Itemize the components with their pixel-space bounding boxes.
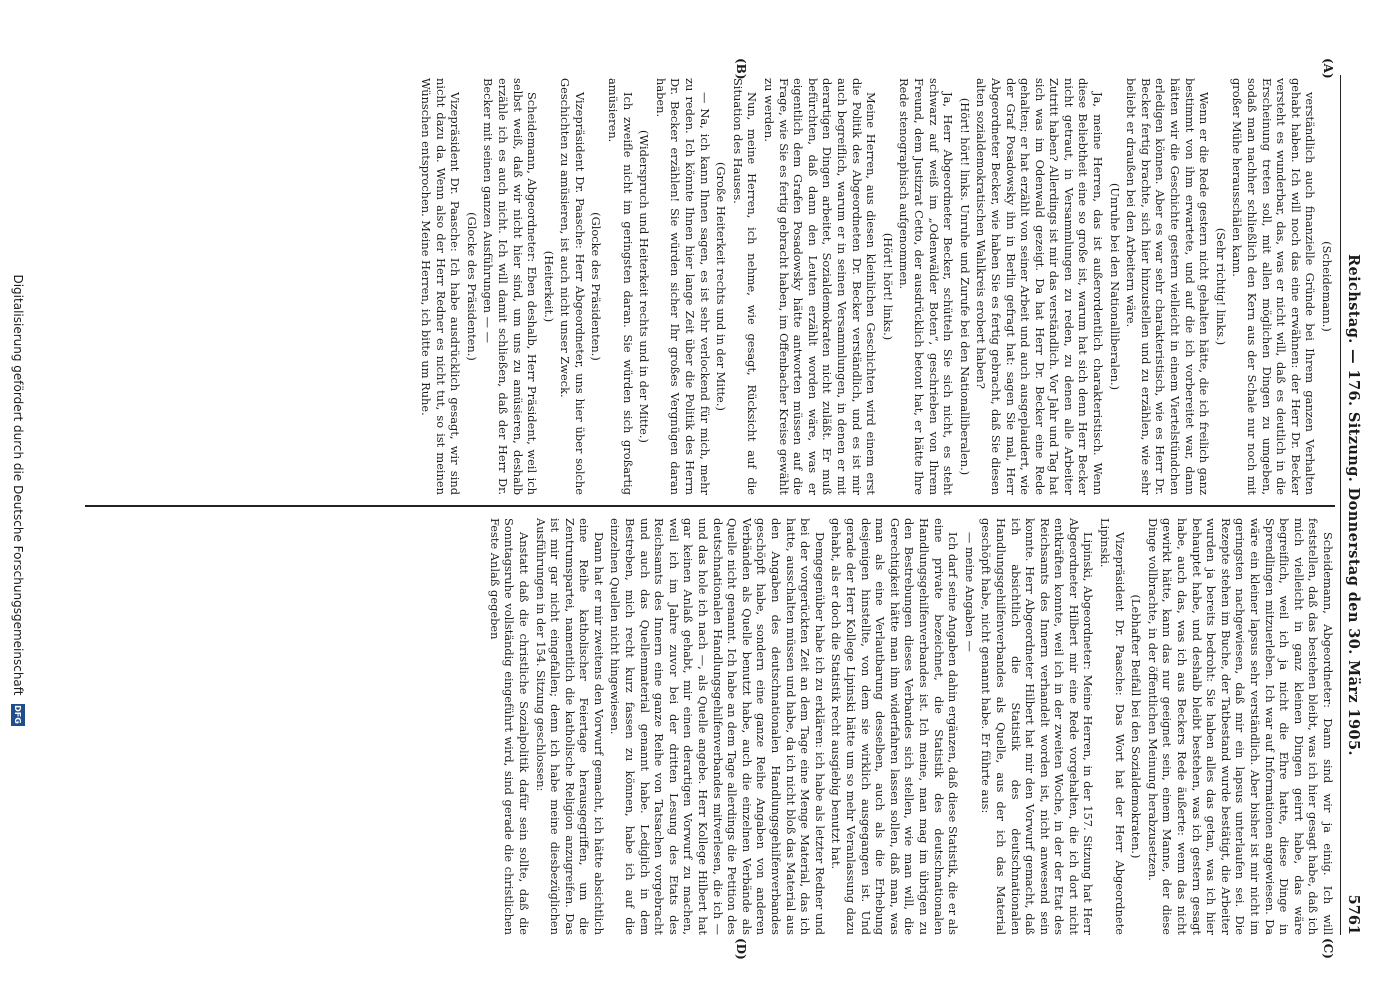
paragraph: Meine Herren, aus diesen kleinlichen Geschichten wird einem erst die Politik des Abgeordneten Dr. Becker verständlich, und es ist mir auch begreiflich, warum er in seinen Versammlungen, in denen er mit derartigen Dingen arbeitet, Sozialdemokraten nicht zuläßt. Er muß befürchten, daß dann den Leuten erzählt worden wäre, was er eigentlich dem Grafen Posadowsky hätte antworten müssen auf die Frage, wie Sie es fertig gebracht haben, im Offenbacher Kreise gewählt zu werden. (762, 78, 879, 495)
paragraph: Scheidemann, Abgeordneter: Dann sind wir ja einig. Ich will feststellen, daß das bestehen bleibt, was ich hier gesagt habe, daß ich mich vielleicht in ganz kleinen Dingen geirrt habe, das wäre begreiflich, weil ich ja nicht die Ehre hatte, diese Dinge in Sprendlingen mitzuerleben. Ich war auf Informationen angewiesen. Da wäre ein kleiner lapsus sehr verständlich. Aber bisher ist mir nicht im geringsten nachgewiesen, daß mir ein lapsus unterlaufen sei. Die Rezepte stehen im Buche, der Tatbestand wurde bestätigt, die Arbeiter wurden ja bereits bedroht: Sie haben alles das getan, was ich hier behauptet habe, und deshalb bleibt bestehen, was ich gestern gesagt habe, auch das, was ich aus Beckers Rede äußerte: wenn das nicht gewirkt hätte, kann das nur geeignet sein, einem Manne, der diese Dinge vollbrachte, in der öffentlichen Meinung herabzusetzen. (1145, 518, 1335, 935)
paragraph: — Na, ich kann Ihnen sagen, es ist sehr verlockend für mich, mehr zu reden. Ich könnte Ihnen hier lange Zeit über die Politik des Herrn Dr. Becker erzählen! Sie würden sicher Ihr großes Vergnügen daran haben. (653, 78, 712, 495)
paragraph: Vizepräsident Dr. Paasche: Herr Abgeordneter, uns hier über solche Geschichten zu amüsieren, ist auch nicht unser Zweck. (558, 78, 587, 495)
stage-direction: (Widerspruch und Heiterkeit rechts und in der Mitte.) (637, 130, 652, 443)
margin-marker-a: (A) (1321, 58, 1335, 79)
stage-direction: (Heiterkeit.) (541, 250, 556, 323)
page-footer (5, 0, 31, 1000)
footer-credit: Digitalisierung gefördert durch die Deutsche Forschungsgemeinschaft (11, 274, 25, 696)
paragraph: Ich zweifle nicht im geringsten daran. Sie würden sich großartig amüsieren. (606, 78, 635, 495)
paragraph: Anstatt daß die christliche Sozialpolitik dafür sein sollte, daß die Sonntagsruhe vollständig eingeführt wird, sind gerade die christlichen Feste Anlaß gegeben (487, 518, 531, 935)
margin-marker-c: (C) (1321, 938, 1335, 959)
stage-direction: (Unruhe bei den Nationalliberalen.) (1107, 182, 1122, 391)
running-head: Reichstag. — 176. Sitzung. Donnerstag den 30. März 1905. (1345, 254, 1363, 756)
paragraph: Dann hat er mir zweitens den Vorwurf gemacht, ich hätte absichtlich eine Reihe katholischer Feiertage herausgegriffen, um die Zentrumspartei, namentlich die katholische Religion anzugreifen. Das ist mir gar nicht eingefallen; denn ich habe meine diesbezüglichen Ausführungen in der 154. Sitzung geschlossen: (533, 518, 606, 935)
left-text-column (85, 78, 1335, 495)
paragraph: Vizepräsident Dr. Paasche: Ich habe ausdrücklich gesagt, wir sind nicht dazu da. Wenn also der Herr Redner es nicht tut, so ist meinen Wünschen entsprochen. Meine Herren, ich bitte um Ruhe. (418, 78, 463, 495)
stage-direction: (Glocke des Präsidenten.) (589, 212, 604, 361)
column-divider (85, 505, 1335, 507)
stage-direction: (Scheidemann.) (1320, 241, 1334, 332)
paragraph: Lipinski, Abgeordneter: Meine Herren, in der 157. Sitzung hat Herr Abgeordneter Hilbert mir eine Rede vorgehalten, die ich dort nicht entkräften konnte, weil ich in der zweiten Woche, in der der Etat des Reichsamts des Innern verhandelt worden ist, nicht anwesend sein konnte. Herr Abgeordneter Hilbert hat mir den Vorwurf gemacht, daß ich absichtlich die Statistik des deutschnationalen Handlungsgehilfenverbandes als Quelle, aus der ich das Material geschöpft habe, nicht genannt habe. Er führte aus: (979, 518, 1096, 935)
paragraph: Vizepräsident Dr. Paasche: Das Wort hat der Herr Abgeordnete Lipinski. (1098, 518, 1127, 935)
dfg-logo: DFG (11, 704, 25, 726)
paragraph: Nun, meine Herren, ich nehme, wie gesagt, Rücksicht auf die Situation des Hauses. (730, 78, 760, 495)
paragraph: — meine Angaben — (962, 532, 977, 652)
paragraph: Ja, meine Herren, das ist außerordentlich charakteristisch. Wenn diese Beliebtheit eine so große ist, warum hat sich denn Herr Becker nicht getraut, in Versammlungen zu reden, zu denen alle Arbeiter Zutritt haben? Allerdings ist mir das verständlich. Vor Jahr und Tag hat sich was im Odenwald gezeigt. Da hat Herr Dr. Becker eine Rede gehalten; er hat erzählt von seiner Arbeit und auch ausgeplaudert, wie der Graf Posadowsky ihn in Berlin gefragt hat: sagen Sie mal, Herr Abgeordneter Becker, wie haben Sie es fertig gebracht, daß Sie diesen alten sozialdemokratischen Wahlkreis erobert haben? (974, 78, 1106, 495)
stage-direction: (Lebhafter Beifall bei den Sozialdemokraten.) (1129, 594, 1144, 859)
stage-direction: (Glocke des Präsidenten.) (464, 212, 479, 361)
page-header (1343, 75, 1365, 935)
paragraph: Wenn er die Rede gestern nicht gehalten hätte, die ich freilich ganz bestimmt von ihm erwartete, und auf die ich vorbereitet war, dann hätten wir die Geschichte gestern vielleicht in einem Viertelstündchen erledigen können. Aber es war sehr charakteristisch, wie es Herr Dr. Becker fertig brachte, sich hier hinzustellen und zu erzählen, wie sehr beliebt er draußen bei den Arbeitern wäre. (1124, 78, 1212, 495)
paragraph: verständlich auch finanzielle Gründe bei Ihrem ganzen Verhalten gehabt haben. Ich will noch das eine erwähnen: der Herr Dr. Becker versteht es wunderbar, das, was er nicht will, daß es deutlich in die Erscheinung treten soll, mit allen möglichen Dingen zu umgeben, sodaß man nachher schließlich den Kern aus der Schale nur noch mit großer Mühe herausschälen kann. (1230, 78, 1318, 495)
right-text-column (85, 518, 1335, 935)
stage-direction: (Hört! hört! links. Unruhe und Zurufe bei den Nationalliberalen.) (957, 97, 972, 476)
stage-direction: (Sehr richtig! links.) (1213, 227, 1228, 346)
header-rule (1340, 75, 1341, 935)
paragraph: Scheidemann, Abgeordneter: Eben deshalb, Herr Präsident, weil ich selbst weiß, daß wir nicht hier sind, um uns zu amüsieren, deshalb erzähle ich es auch nicht. Ich will damit schließen, daß der Herr Dr. Becker mit seinen ganzen Ausführungen — — (481, 78, 540, 495)
paragraph: Ja, Herr Abgeordneter Becker, schütteln Sie sich nicht, es steht schwarz auf weiß im „Odenwälder Boten“, geschrieben von Ihrem Freund, dem Justizrat Cetto, der ausdrücklich betont hat, er hätte Ihre Rede stenographisch aufgenommen. (897, 78, 956, 495)
stage-direction: (Hört! hört! links.) (880, 232, 895, 341)
stage-direction: (Große Heiterkeit rechts und in der Mitte.) (714, 162, 729, 411)
margin-marker-d: (D) (734, 938, 748, 960)
paragraph: Demgegenüber habe ich zu erklären: ich habe als letzter Redner und bei der vorgerückten Zeit an dem Tage eine Menge Material, das ich hatte, ausschalten müssen und habe, da ich nicht bloß das Material aus den Angaben des deutschnationalen Handlungsgehilfenverbandes geschöpft habe, sondern eine ganze Reihe Angaben von anderen Verbänden als Quelle benutzt habe, auch die einzelnen Verbände als Quelle nicht genannt. Ich habe an dem Tage allerdings die Petition des deutschnationalen Handlungsgehilfenverbandes mitverlesen, die ich — und das hole ich nach —, als Quelle angebe. Herr Kollege Hilbert hat gar keinen Anlaß gehabt, mir einen derartigen Vorwurf zu machen, weil ich im Jahre zuvor bei der dritten Lesung des Etats des Reichsamts des Innern eine ganze Reihe von Tatsachen vorgebracht und auch das Quellenmaterial genannt habe. Lediglich in dem Bestreben, mich recht kurz fassen zu können, habe ich auf die einzelnen Quellen nicht hingewiesen. (608, 518, 827, 935)
margin-marker-b: (B) (734, 58, 748, 80)
paragraph: Ich darf seine Angaben dahin ergänzen, daß diese Statistik, die er als eine private bezeichnet, die Statistik des deutschnationalen Handlungsgehilfenverbandes ist. Ich meine, man mag im übrigen zu den Bestrebungen dieses Verbandes sich stellen, wie man will, die Gerechtigkeit hätte man ihm widerfahren lassen sollen, daß man, was man als eine Verlautbarung desselben, auch als die Erhebung desjenigen hinstellte, von dem sie wirklich ausgegangen ist. Und gerade der Herr Kollege Lipinski hätte um so mehr Veranlassung dazu gehabt, als er doch die Statistik recht ausgiebig benutzt hat. (829, 518, 961, 935)
page-number: 5761 (1345, 894, 1363, 935)
